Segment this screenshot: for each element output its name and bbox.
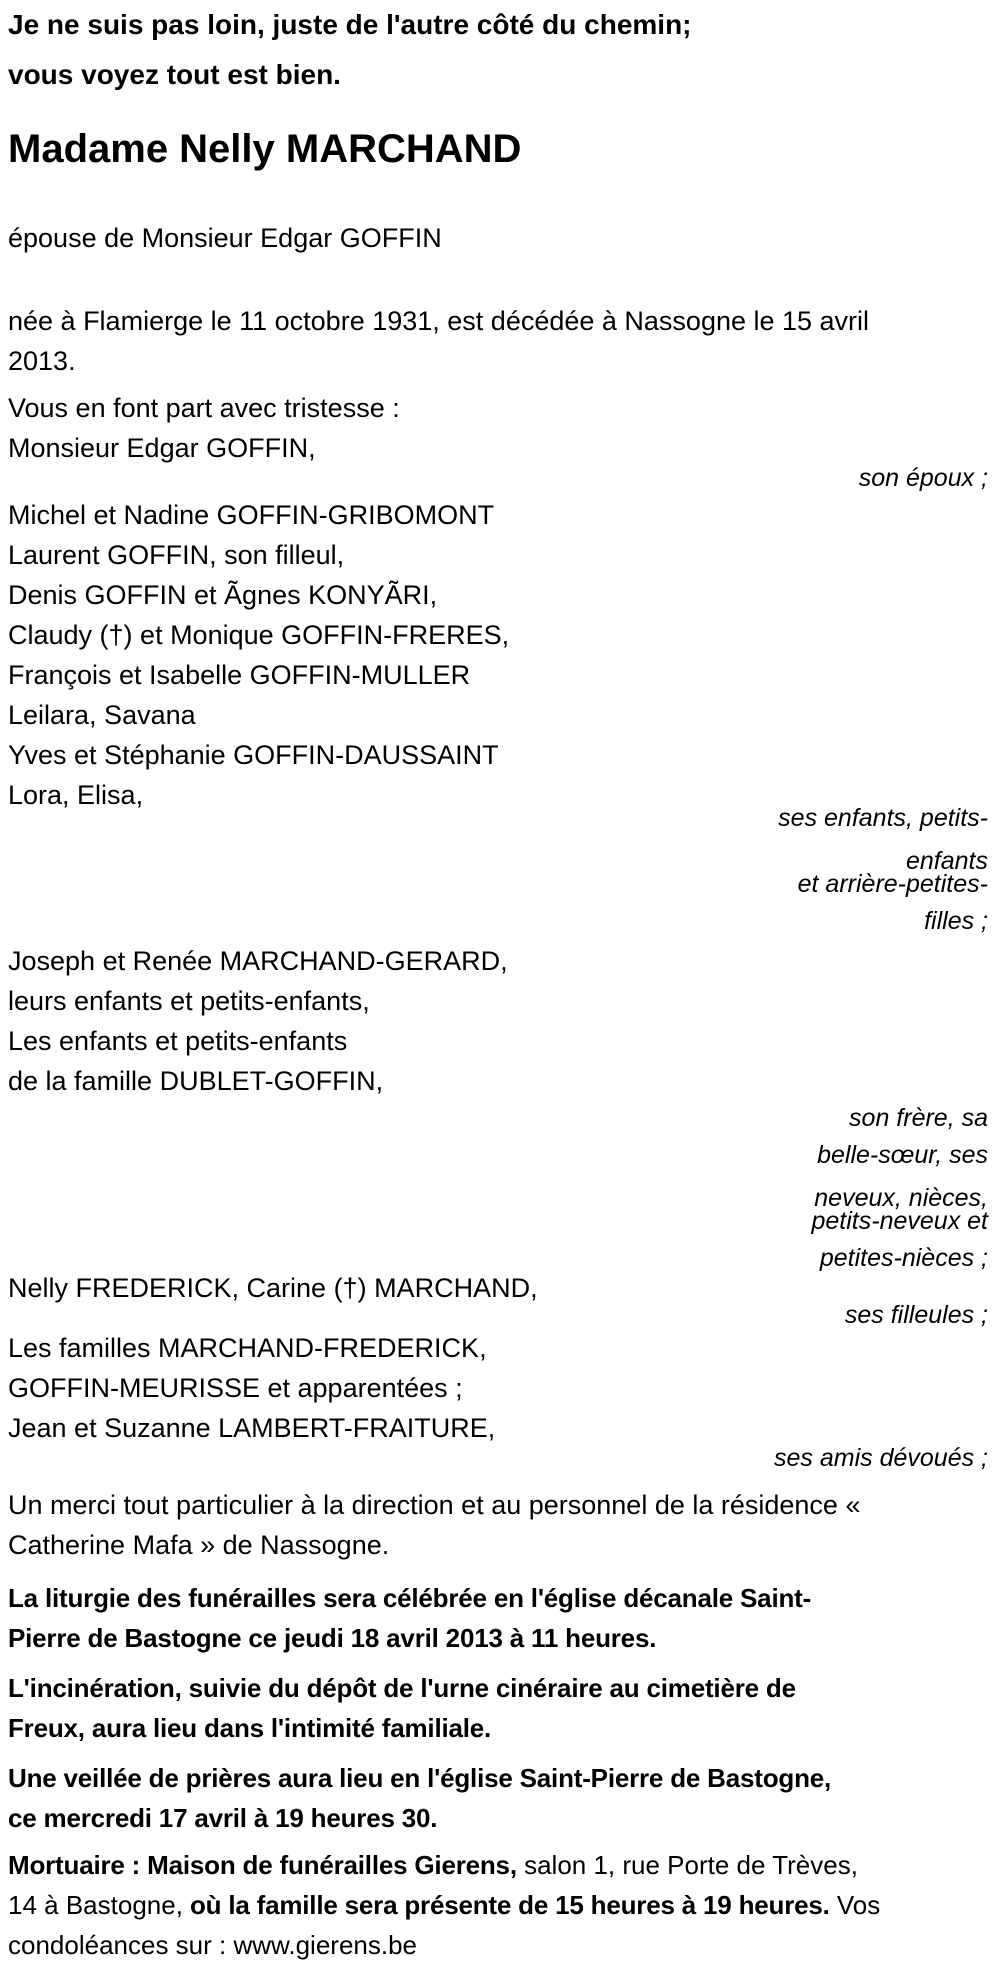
cremation-paragraph [8,1668,988,1748]
mortuary-address-part1: salon 1, rue Porte de Trèves, [516,1850,858,1880]
thanks-line-2: Catherine Mafa » de Nassogne. [8,1530,390,1560]
cremation-line-1: L'incinération, suivie du dépôt de l'urne cinéraire au cimetière de [8,1673,796,1703]
mourner-line: Joseph et Renée MARCHAND-GERARD, [8,946,508,976]
mourner-line: Leilara, Savana [8,700,196,730]
relation-friends: ses amis dévoués ; [774,1444,988,1472]
relation-goddaughters: ses filleules ; [844,1301,988,1329]
mortuary-line-3 [8,1925,988,1965]
relation-line: son frère, sa [849,1104,988,1132]
mourner-goddaughters: Nelly FREDERICK, Carine (†) MARCHAND, [8,1273,538,1303]
mourner-friends: Jean et Suzanne LAMBERT-FRAITURE, [8,1413,496,1443]
mortuary-line-1 [8,1845,988,1885]
relation-husband: son époux ; [858,464,988,492]
vigil-paragraph [8,1758,988,1838]
mourner-husband: Monsieur Edgar GOFFIN, [8,433,316,463]
mourner-line: Laurent GOFFIN, son filleul, [8,540,345,570]
quote-line-2: vous voyez tout est bien. [8,59,341,90]
relation-line: petits-neveux et [811,1207,988,1235]
mourner-line: Les familles MARCHAND-FREDERICK, [8,1333,487,1363]
relation-line: petites-nièces ; [819,1244,988,1272]
mourners-brother-group [8,941,988,1101]
website-url[interactable]: www.gierens.be [233,1930,418,1960]
mourner-line: Lora, Elisa, [8,780,144,810]
mourner-line: Michel et Nadine GOFFIN-GRIBOMONT [8,500,495,530]
spouse-line: épouse de Monsieur Edgar GOFFIN [8,223,442,253]
life-dates-line-1: née à Flamierge le 11 octobre 1931, est décédée à Nassogne le 15 avril [8,306,870,336]
mourner-line: Claudy (†) et Monique GOFFIN-FRERES, [8,620,510,650]
vigil-line-2: ce mercredi 17 avril à 19 heures 30. [8,1803,438,1833]
mourners-children-group [8,495,988,815]
mourner-line: de la famille DUBLET-GOFFIN, [8,1066,384,1096]
deceased-name: Madame Nelly MARCHAND [8,127,522,171]
mortuary-address-part2: 14 à Bastogne, [8,1890,183,1920]
mourner-line: Les enfants et petits-enfants [8,1026,348,1056]
relation-line: ses enfants, petits- [778,804,988,832]
mortuary-line-2 [8,1885,988,1925]
condolences-text: condoléances sur : [8,1930,234,1960]
condolences-intro: Vos [829,1890,881,1920]
relation-brother-block [8,1100,988,1277]
life-dates-line-2: 2013. [8,346,76,376]
mortuary-label: Mortuaire : Maison de funérailles Gierens, [8,1850,517,1880]
mourners-families-group [8,1328,988,1408]
funeral-line-2: Pierre de Bastogne ce jeudi 18 avril 2013 à 11 heures. [8,1623,657,1653]
thanks-paragraph [8,1485,988,1565]
mourner-line: François et Isabelle GOFFIN-MULLER [8,660,471,690]
vigil-line-1: Une veillée de prières aura lieu en l'église Saint-Pierre de Bastogne, [8,1763,832,1793]
mourner-line: GOFFIN-MEURISSE et apparentées ; [8,1373,463,1403]
relation-line: enfants [905,847,988,875]
quote-line-1: Je ne suis pas loin, juste de l'autre côté du chemin; [8,9,692,40]
mourner-line: leurs enfants et petits-enfants, [8,986,370,1016]
funeral-line-1: La liturgie des funérailles sera célébrée en l'église décanale Saint- [8,1583,812,1613]
funeral-paragraph [8,1578,988,1658]
relation-line: et arrière-petites- [797,870,988,898]
mortuary-presence: où la famille sera présente de 15 heures à 19 heures. [182,1890,830,1920]
thanks-line-1: Un merci tout particulier à la direction et au personnel de la résidence « [8,1490,861,1520]
mortuary-paragraph [8,1845,988,1965]
mourner-line: Denis GOFFIN et Ãgnes KONYÃRI, [8,580,438,610]
relation-line: belle-sœur, ses [817,1141,988,1169]
relation-line: neveux, nièces, [814,1184,988,1212]
mourner-line: Yves et Stéphanie GOFFIN-DAUSSAINT [8,740,499,770]
relation-children-block [8,800,988,940]
cremation-line-2: Freux, aura lieu dans l'intimité familiale. [8,1713,492,1743]
announcement-intro: Vous en font part avec tristesse : [8,393,400,423]
relation-line: filles ; [924,907,988,935]
